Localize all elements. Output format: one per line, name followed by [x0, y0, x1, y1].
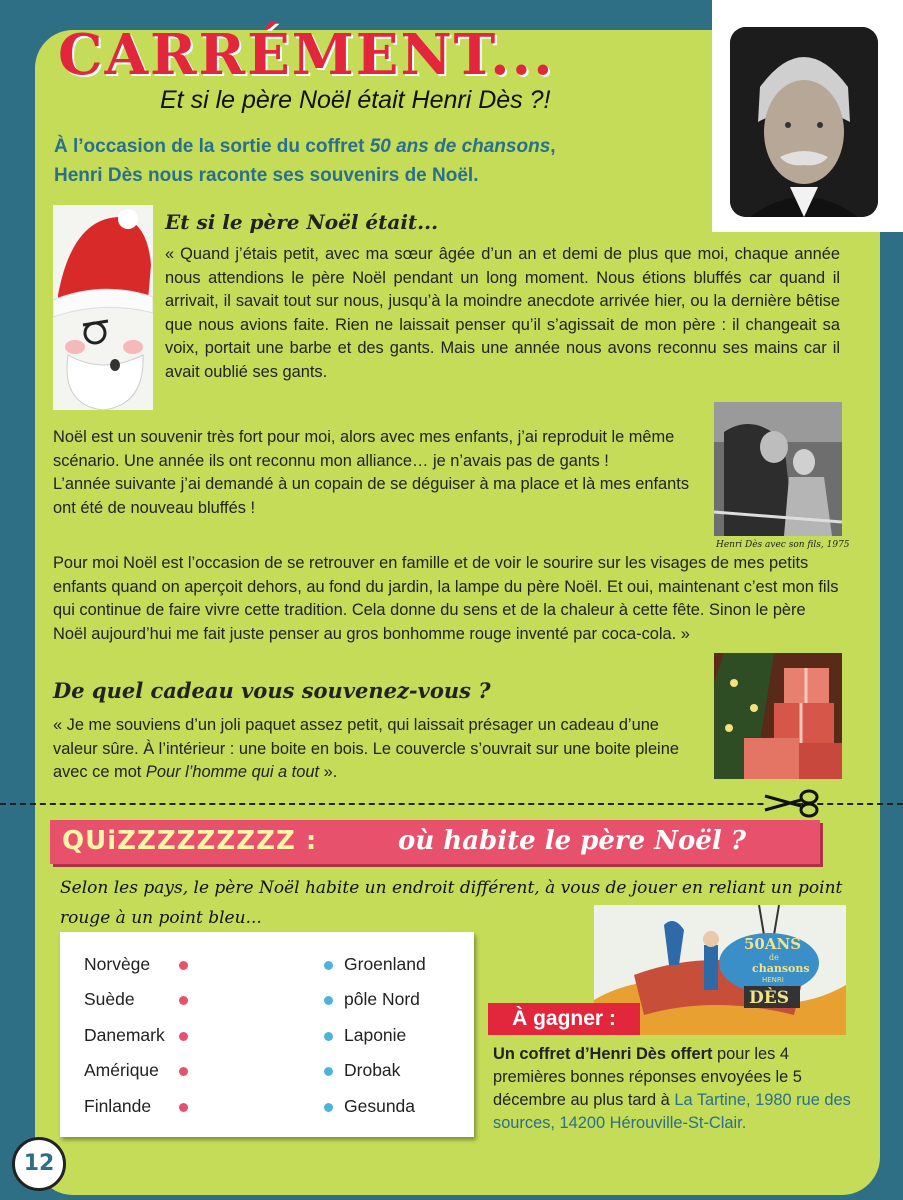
red-dot[interactable] [179, 1067, 188, 1076]
country-item: Danemark [84, 1025, 165, 1045]
intro-line2: Henri Dès nous raconte ses souvenirs de Noël. [54, 165, 479, 186]
henri-des-portrait-photo [730, 27, 878, 217]
quiz-rules: Selon les pays, le père Noël habite un endroit différent, à vous de jouer en reliant un point rouge à un point bleu... [60, 878, 843, 928]
gift-quote: Pour l’homme qui a tout [145, 763, 320, 781]
story-paragraph-2 [53, 426, 703, 520]
intro-text [54, 132, 714, 190]
section-heading-if-santa: Et si le père Noël était... [165, 210, 439, 234]
red-dot[interactable] [179, 1032, 188, 1041]
gift-text-a: « Je me souviens d’un joli paquet assez petit, qui laissait présager un cadeau d’une valeur sûre. À l’intérieur : une boite en bois. Le couvercle s’ouvrait sur une boite pleine avec ce mot [53, 716, 679, 781]
red-dot[interactable] [179, 961, 188, 970]
story-paragraph-2a: Noël est un souvenir très fort pour moi, alors avec mes enfants, j’ai reproduit le même scénario. Une année ils ont reconnu mon alliance… je n’avais pas de gants ! [53, 428, 675, 470]
blue-dot[interactable] [324, 996, 333, 1005]
page-subtitle: Et si le père Noël était Henri Dès ?! [160, 86, 551, 114]
country-item: Finlande [84, 1096, 152, 1116]
blue-dot[interactable] [324, 961, 333, 970]
prize-body: pour les 4 premières bonnes réponses envoyées le 5 décembre au plus tard à [493, 1045, 802, 1109]
gift-paragraph [53, 714, 703, 785]
gift-text-b: ». [319, 763, 338, 781]
father-son-photo [714, 402, 842, 536]
prize-label: À gagner : [488, 1003, 640, 1035]
quiz-question: où habite le père Noël ? [398, 826, 747, 856]
section-heading-gift: De quel cadeau vous souvenez-vous ? [53, 678, 491, 703]
blue-dot[interactable] [324, 1103, 333, 1112]
page-title: CARRÉMENT... [58, 22, 555, 88]
intro-part-a: À l’occasion de la sortie du coffret [54, 136, 370, 157]
intro-box-title: 50 ans de chansons [369, 136, 551, 157]
country-item: Norvège [84, 954, 151, 974]
intro-part-b: , [550, 136, 556, 157]
place-item: Laponie [344, 1025, 407, 1045]
place-item: Groenland [344, 954, 426, 974]
quiz-matching-box [60, 932, 474, 1137]
box-art-text-3: chansons [752, 962, 810, 975]
quiz-label: QUiZZZZZZZZZ : [62, 826, 318, 856]
place-item: Drobak [344, 1060, 401, 1080]
story-paragraph-2b: L’année suivante j’ai demandé à un copain de se déguiser à ma place et là mes enfants ont été de nouveau bluffés ! [53, 475, 690, 517]
blue-dot[interactable] [324, 1067, 333, 1076]
story-paragraph-1: « Quand j’étais petit, avec ma sœur âgée d’un an et demi de plus que moi, chaque année nous attendions le père Noël pendant un long moment. Nous étions bluffés car quand il arrivait, il savait tout sur nous, jusqu’à la moindre anecdote arrivée hier, ou la dernière bêtise que nous avions faite. Rien ne laissait penser qu’il s’agissait de mon père : il changeait sa voix, portait une barbe et des gants. Mais une année nous avons reconnu ses mains car il avait oublié ses gants. [165, 245, 840, 381]
box-art-text-2: de [769, 953, 779, 962]
box-art-text-1: 50ANS [744, 935, 802, 953]
blue-dot[interactable] [324, 1032, 333, 1041]
prize-bold: Un coffret d’Henri Dès offert [493, 1045, 713, 1063]
story-paragraph-3: Pour moi Noël est l’occasion de se retrouver en famille et de voir le sourire sur les visages de mes petits enfants quand on aperçoit dehors, au fond du jardin, la lampe du père Noël. Et oui, maintenant c’est mon fils qui continue de faire vivre cette tradition. Cela donne du sens et de la chaleur à cette fête. Sinon le père Noël aujourd’hui me fait juste penser au gros bonhomme rouge inventé par coca-cola. » [53, 554, 839, 643]
place-item: Gesunda [344, 1096, 416, 1116]
country-item: Suède [84, 989, 135, 1009]
page-number: 12 [12, 1137, 66, 1191]
red-dot[interactable] [179, 1103, 188, 1112]
santa-drawing-image [53, 205, 153, 410]
christmas-presents-photo [714, 653, 842, 779]
country-item: Amérique [84, 1060, 159, 1080]
box-art-text-4: HENRI [762, 976, 784, 984]
photo-caption: Henri Dès avec son fils, 1975 [716, 540, 850, 550]
box-art-text-5: DÈS [749, 988, 789, 1008]
prize-address: La Tartine, 1980 rue des sources, 14200 Hérouville-St-Clair. [493, 1091, 851, 1132]
red-dot[interactable] [179, 996, 188, 1005]
prize-text [493, 1043, 853, 1135]
scissors-icon [763, 786, 823, 820]
place-item: pôle Nord [344, 989, 420, 1009]
